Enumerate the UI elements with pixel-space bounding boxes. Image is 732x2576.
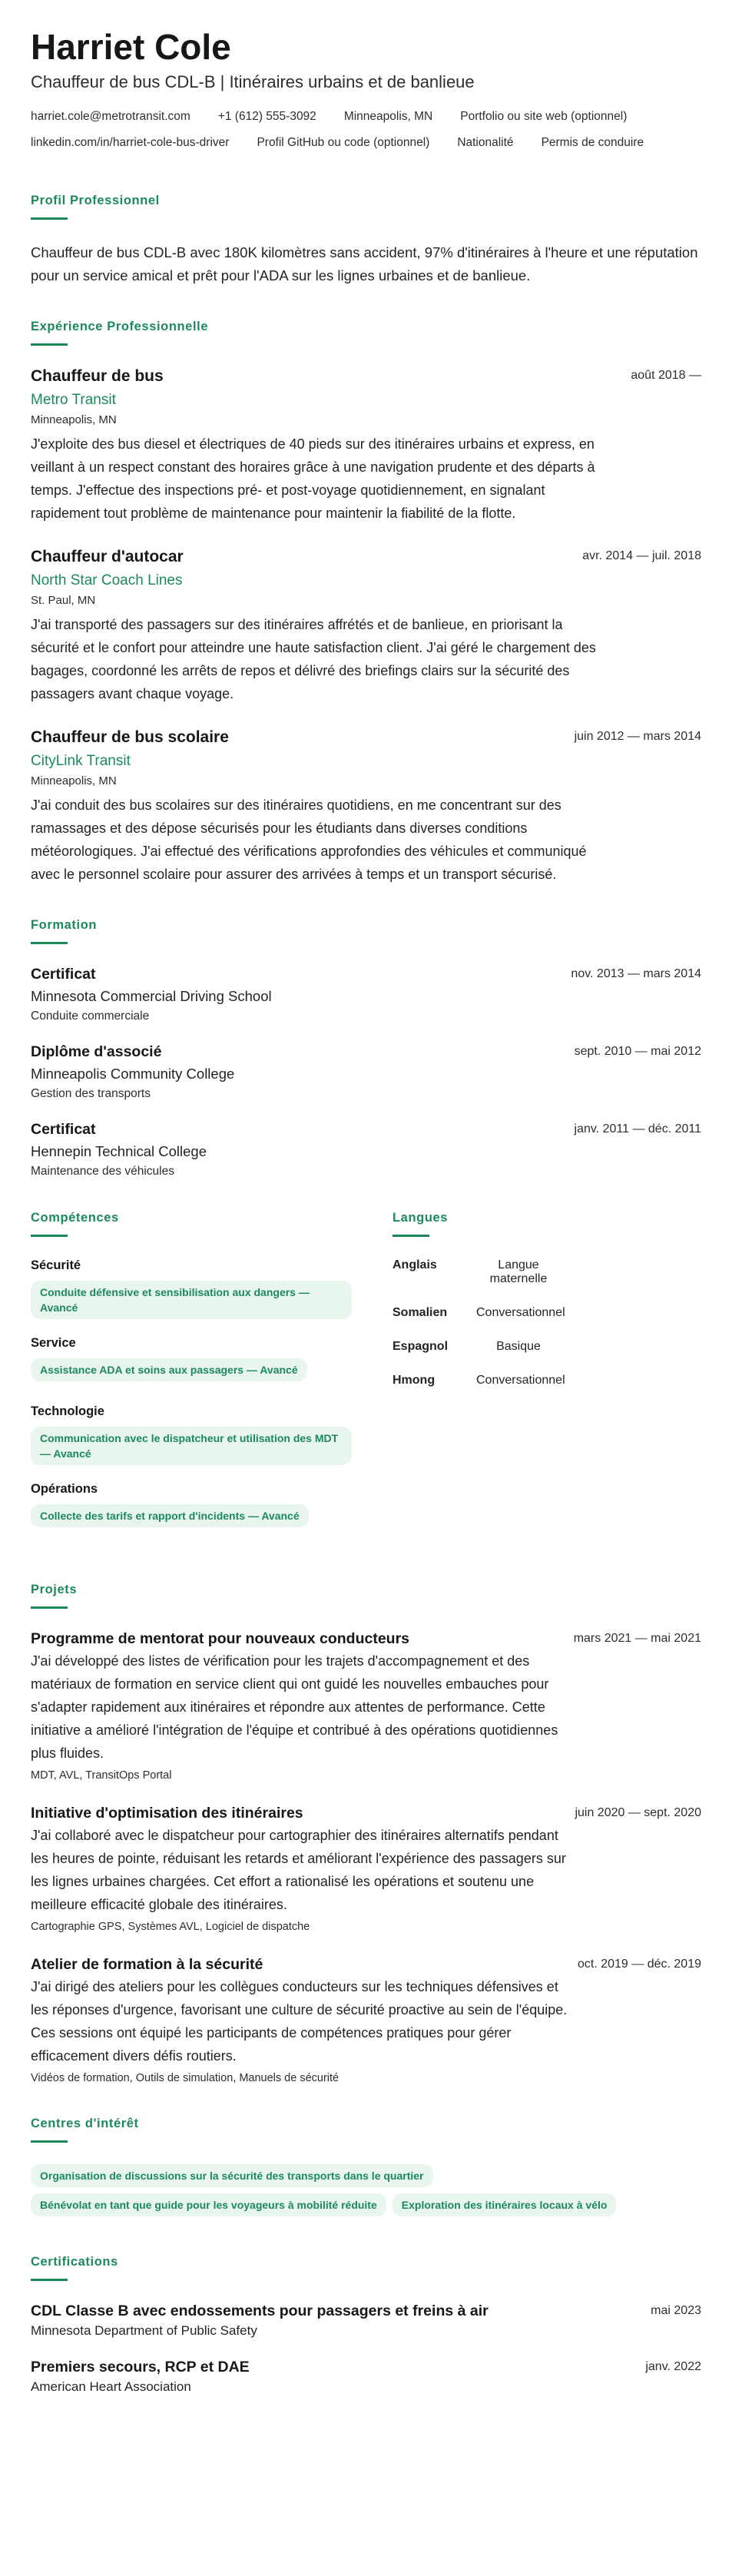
contact-portfolio[interactable]: Portfolio ou site web (optionnel) [460, 110, 628, 123]
education-item [31, 1043, 701, 1101]
skill-category: Sécurité [31, 1258, 81, 1272]
degree-title: Diplôme d'associé [31, 1043, 162, 1060]
language-name: Anglais [392, 1258, 437, 1271]
job-company: North Star Coach Lines [31, 572, 183, 588]
project-technologies: Cartographie GPS, Systèmes AVL, Logiciel de dispatche [31, 1921, 310, 1933]
section-rule [31, 1606, 68, 1609]
education-item [31, 966, 701, 1023]
contact-location: Minneapolis, MN [343, 110, 433, 123]
skill-chip: Collecte des tarifs et rapport d'incidents — Avancé [31, 1504, 309, 1527]
school-name: Minnesota Commercial Driving School [31, 988, 272, 1004]
language-item [392, 1306, 565, 1320]
project-technologies: Vidéos de formation, Outils de simulation, Manuels de sécurité [31, 2072, 340, 2084]
job-location: Minneapolis, MN [31, 774, 117, 787]
project-technologies: MDT, AVL, TransitOps Portal [31, 1769, 172, 1782]
section-title: Centres d'intérêt [31, 2117, 139, 2130]
job-company: CityLink Transit [31, 753, 131, 769]
section-title: Langues [392, 1211, 449, 1225]
contact-list [31, 109, 701, 161]
section-title: Profil Professionnel [31, 194, 160, 207]
certification-issuer: Minnesota Department of Public Safety [31, 2323, 257, 2338]
project-name: Atelier de formation à la sécurité [31, 1956, 263, 1973]
education-section [31, 918, 701, 1179]
job-description: J'ai conduit des bus scolaires sur des itinéraires quotidiens, en me concentrant sur des ramassages et des dépose sécurisés pour les étudiants dans diverses conditions météorologiques. J'ai effectué des vérifications approfondies des véhicules et communiqué avec le personnel scolaire pour assurer des arrivées à temps et un transport sécurisé. [31, 797, 587, 882]
project-item [31, 1630, 701, 1782]
section-rule [31, 2279, 68, 2281]
section-title: Projets [31, 1583, 78, 1596]
job-dates: juin 2012 — mars 2014 [574, 730, 701, 743]
section-rule [31, 1235, 68, 1237]
school-name: Minneapolis Community College [31, 1066, 235, 1082]
language-name: Somalien [392, 1306, 448, 1319]
study-field: Maintenance des véhicules [31, 1165, 174, 1178]
summary-text: Chauffeur de bus CDL-B avec 180K kilomètres sans accident, 97% d'itinéraires à l'heure et une réputation pour un service amical et prêt pour l'ADA sur les lignes urbaines et de banlieue. [31, 244, 698, 283]
skill-group [31, 1336, 358, 1387]
skill-chip: Conduite défensive et sensibilisation aux dangers — Avancé [31, 1281, 352, 1319]
project-name: Programme de mentorat pour nouveaux conducteurs [31, 1630, 410, 1647]
certification-name: CDL Classe B avec endossements pour passagers et freins à air [31, 2302, 489, 2319]
language-level: Conversationnel [476, 1306, 565, 1319]
skill-category: Opérations [31, 1482, 98, 1496]
certifications-section [31, 2255, 701, 2395]
job-title: Chauffeur de bus [31, 367, 164, 385]
certification-item [31, 2359, 701, 2395]
language-level: Basique [496, 1340, 541, 1353]
education-dates: sept. 2010 — mai 2012 [574, 1045, 701, 1058]
certification-date: mai 2023 [651, 2304, 701, 2317]
certification-name: Premiers secours, RCP et DAE [31, 2359, 250, 2375]
section-rule [392, 1235, 429, 1237]
certification-item [31, 2302, 701, 2339]
skill-chip: Assistance ADA et soins aux passagers — Avancé [31, 1358, 307, 1381]
job-description: J'exploite des bus diesel et électriques de 40 pieds sur des itinéraires urbains et express, en veillant à un respect constant des horaires grâce à une navigation prudente et des départs à temps. J'effectue des inspections pré- et post-voyage quotidiennement, en signalant rapidement tout problème de maintenance pour maintenir la fiabilité de la flotte. [31, 436, 595, 521]
language-level: Conversationnel [476, 1374, 565, 1387]
section-title: Formation [31, 918, 98, 932]
project-item [31, 1805, 701, 1933]
interest-chip: Exploration des itinéraires locaux à vélo [392, 2193, 617, 2216]
section-rule [31, 217, 68, 220]
contact-github[interactable]: Profil GitHub ou code (optionnel) [257, 136, 430, 149]
interest-chip: Bénévolat en tant que guide pour les voyageurs à mobilité réduite [31, 2193, 386, 2216]
language-list [392, 1258, 701, 1407]
project-name: Initiative d'optimisation des itinéraires [31, 1805, 303, 1822]
job-location: Minneapolis, MN [31, 413, 117, 426]
study-field: Conduite commerciale [31, 1010, 150, 1023]
project-description: J'ai dirigé des ateliers pour les collègues conducteurs sur les techniques défensives et les réponses d'urgence, favorisant une culture de sécurité proactive au sein de l'équipe. Ces sessions ont équipé les participants de compétences pratiques pour gérer efficacement divers défis routiers. [31, 1979, 568, 2064]
section-rule [31, 942, 68, 944]
skill-chip: Communication avec le dispatcheur et utilisation des MDT — Avancé [31, 1427, 352, 1465]
education-dates: janv. 2011 — déc. 2011 [574, 1122, 701, 1135]
job-dates: avr. 2014 — juil. 2018 [582, 549, 701, 562]
certification-date: janv. 2022 [645, 2360, 701, 2373]
interest-chip: Organisation de discussions sur la sécurité des transports dans le quartier [31, 2164, 433, 2187]
school-name: Hennepin Technical College [31, 1143, 207, 1159]
resume-header [31, 26, 701, 161]
skill-category: Technologie [31, 1404, 104, 1418]
section-title: Certifications [31, 2255, 118, 2269]
project-dates: mars 2021 — mai 2021 [573, 1632, 701, 1645]
job-description: J'ai transporté des passagers sur des itinéraires affrétés et de banlieue, en priorisant la sécurité et le confort pour atteindre une haute satisfaction client. J'ai géré le chargement des bagages, coordonné les arrêts de repos et délivré des briefings clairs sur la sécurité des passagers avant chaque voyage. [31, 617, 596, 701]
project-description: J'ai collaboré avec le dispatcheur pour cartographier des itinéraires alternatifs pendant les heures de pointe, réduisant les retards et améliorant l'expérience des passagers sur les lignes urbaines chargées. Cet effort a rationalisé les opérations et soutenu une meilleure efficacité globale des itinéraires. [31, 1828, 566, 1912]
certification-issuer: American Heart Association [31, 2379, 191, 2394]
skill-group [31, 1482, 358, 1533]
section-rule [31, 343, 68, 346]
interest-list [31, 2164, 701, 2223]
degree-title: Certificat [31, 966, 96, 983]
section-title: Expérience Professionnelle [31, 320, 209, 333]
language-name: Hmong [392, 1374, 436, 1387]
job-location: St. Paul, MN [31, 594, 96, 607]
language-item [392, 1374, 565, 1387]
experience-item [31, 548, 701, 705]
project-dates: juin 2020 — sept. 2020 [575, 1806, 701, 1819]
candidate-name: Harriet Cole [31, 27, 231, 67]
job-title: Chauffeur d'autocar [31, 548, 184, 565]
section-rule [31, 2140, 68, 2143]
job-company: Metro Transit [31, 392, 116, 408]
skill-group [31, 1258, 358, 1319]
skill-group [31, 1404, 358, 1465]
section-title: Compétences [31, 1211, 119, 1225]
project-item [31, 1956, 701, 2084]
experience-section [31, 320, 701, 886]
language-item [392, 1340, 561, 1354]
skills-section [31, 1211, 358, 1550]
study-field: Gestion des transports [31, 1087, 151, 1100]
projects-section [31, 1583, 701, 2084]
candidate-tagline: Chauffeur de bus CDL-B | Itinéraires urbains et de banlieue [31, 72, 475, 91]
education-dates: nov. 2013 — mars 2014 [571, 967, 701, 980]
contact-linkedin[interactable]: linkedin.com/in/harriet-cole-bus-driver [31, 136, 230, 149]
summary-section [31, 194, 701, 287]
experience-item [31, 367, 701, 525]
skills-languages-row [31, 1211, 701, 1550]
contact-email[interactable]: harriet.cole@metrotransit.com [31, 110, 190, 123]
experience-item [31, 728, 701, 886]
language-item [392, 1258, 561, 1286]
job-dates: août 2018 — [631, 369, 701, 382]
project-dates: oct. 2019 — déc. 2019 [578, 1958, 701, 1971]
contact-driving-license: Permis de conduire [541, 136, 644, 149]
interests-section [31, 2117, 701, 2223]
job-title: Chauffeur de bus scolaire [31, 728, 229, 746]
project-description: J'ai développé des listes de vérification pour les trajets d'accompagnement et des matériaux de formation en service client qui ont guidé les nouvelles embauches pour s'adapter rapidement aux itinéraires et répondre aux attentes de performance. Cette initiative a amélioré l'intégration de l'équipe et contribué à des opérations quotidiennes plus fluides. [31, 1653, 558, 1761]
contact-nationality: Nationalité [457, 136, 514, 149]
contact-phone[interactable]: +1 (612) 555-3092 [217, 110, 316, 123]
language-level: Langue maternelle [489, 1258, 548, 1285]
education-item [31, 1121, 701, 1179]
skill-category: Service [31, 1336, 76, 1350]
degree-title: Certificat [31, 1121, 96, 1138]
language-name: Espagnol [392, 1340, 449, 1353]
languages-section [392, 1211, 701, 1550]
